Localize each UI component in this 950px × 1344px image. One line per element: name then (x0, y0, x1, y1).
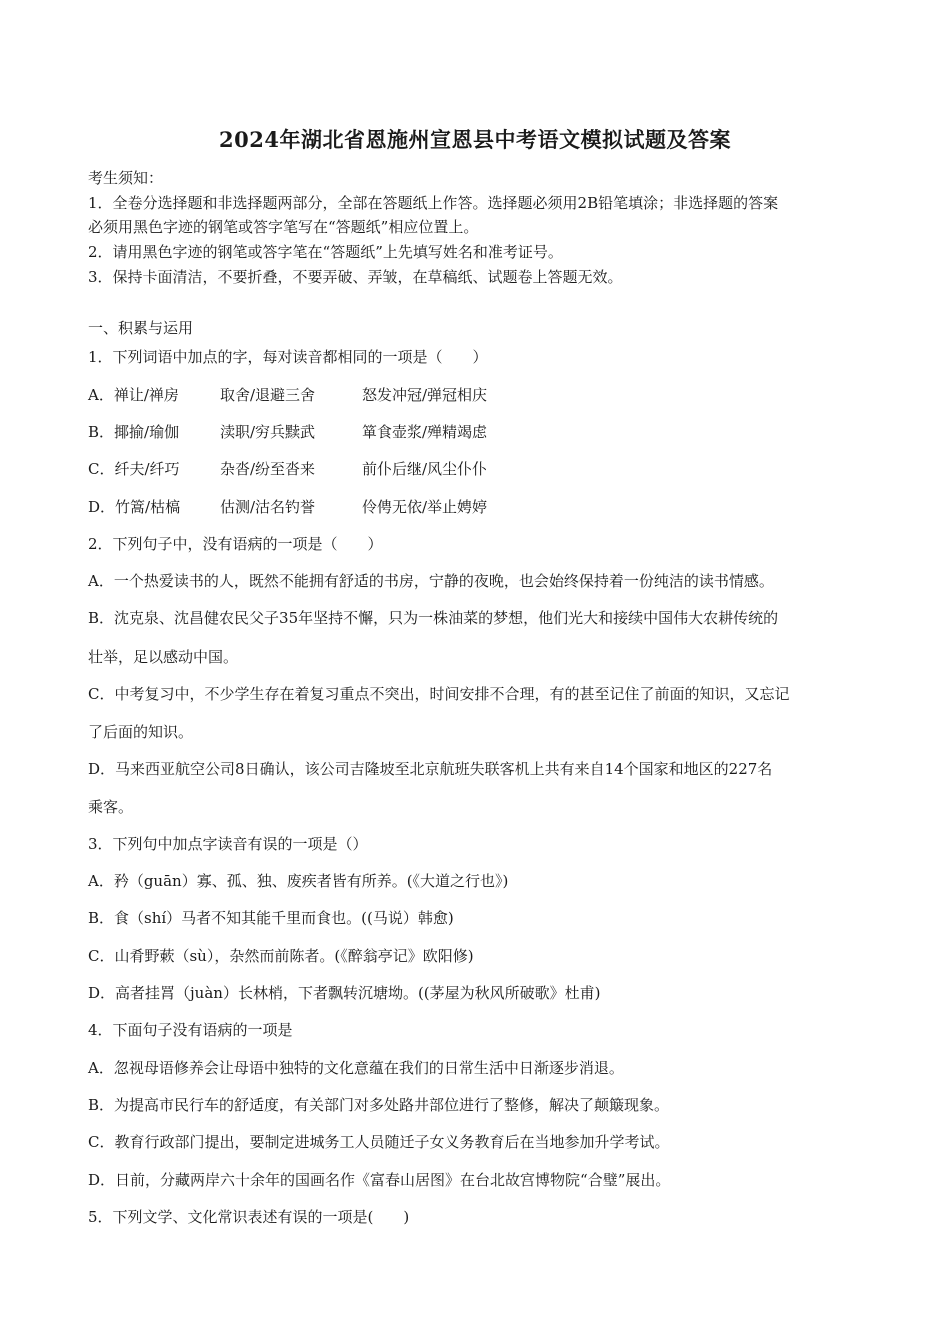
question-2-option-a: A．一个热爱读书的人，既然不能拥有舒适的书房，宁静的夜晚，也会始终保持着一份纯洁的读书情感。 (88, 572, 774, 590)
question-4-option-d: D．日前，分藏两岸六十余年的国画名作《富春山居图》在台北故宫博物院“合璧”展出。 (88, 1171, 671, 1189)
notice-item-2: 2．请用黑色字迹的钢笔或答字笔在“答题纸”上先填写姓名和准考证号。 (88, 243, 563, 261)
question-2-option-b: B．沈克泉、沈昌健农民父子35年坚持不懈，只为一株油菜的梦想，他们光大和接续中国伟大农耕传统的 (88, 609, 779, 627)
option-part: D．竹篙/枯槁 (88, 498, 181, 516)
question-3-option-d: D．高者挂罥（juàn）长林梢，下者飘转沉塘坳。((茅屋为秋风所破歌》杜甫) (88, 984, 601, 1002)
notice-item-1: 1．全卷分选择题和非选择题两部分，全部在答题纸上作答。选择题必须用2B铅笔填涂；非选择题的答案 (88, 194, 779, 212)
option-part: 估测/沽名钓誉 (220, 498, 316, 516)
option-part: 前仆后继/风尘仆仆 (362, 460, 488, 478)
question-1-stem: 1．下列词语中加点的字，每对读音都相同的一项是（ ） (88, 348, 488, 366)
option-part: 取舍/退避三舍 (220, 386, 316, 404)
question-2-option-d: D．马来西亚航空公司8日确认，该公司吉隆坡至北京航班失联客机上共有来自14个国家和地区的227名 (88, 760, 773, 778)
question-5-stem: 5．下列文学、文化常识表述有误的一项是( ) (88, 1208, 410, 1226)
option-part: 渎职/穷兵黩武 (220, 423, 316, 441)
option-part: 杂沓/纷至沓来 (220, 460, 316, 478)
question-3-option-c: C．山肴野蔌（sù），杂然而前陈者。(《醉翁亭记》欧阳修) (88, 947, 474, 965)
question-2-option-c: C．中考复习中，不少学生存在着复习重点不突出，时间安排不合理，有的甚至记住了前面的知识，又忘记 (88, 685, 790, 703)
question-4-option-a: A．忽视母语修养会让母语中独特的文化意蕴在我们的日常生活中日渐逐步消退。 (88, 1059, 624, 1077)
option-part: B．揶揄/瑜伽 (88, 423, 180, 441)
notice-item-3: 3．保持卡面清洁，不要折叠，不要弄破、弄皱，在草稿纸、试题卷上答题无效。 (88, 268, 623, 286)
question-1-option-b (88, 422, 487, 442)
question-3-option-a: A．矜（guān）寡、孤、独、废疾者皆有所养。(《大道之行也》) (88, 872, 509, 890)
option-part: 箪食壶浆/殚精竭虑 (362, 423, 488, 441)
question-1-option-d (88, 497, 487, 517)
option-part: 伶俜无依/举止娉婷 (362, 498, 488, 516)
question-1-option-a (88, 385, 487, 405)
page-title: 2024年湖北省恩施州宣恩县中考语文模拟试题及答案 (219, 127, 731, 152)
question-4-option-c: C．教育行政部门提出，要制定进城务工人员随迁子女义务教育后在当地参加升学考试。 (88, 1133, 670, 1151)
question-2-option-c-cont: 了后面的知识。 (88, 723, 194, 741)
question-3-option-b: B．食（shí）马者不知其能千里而食也。((马说）韩愈) (88, 909, 454, 927)
option-part: 怒发冲冠/弹冠相庆 (362, 386, 488, 404)
question-2-stem: 2．下列句子中，没有语病的一项是（ ） (88, 535, 383, 553)
question-4-stem: 4．下面句子没有语病的一项是 (88, 1021, 293, 1039)
option-part: C．纤夫/纤巧 (88, 460, 180, 478)
section-heading: 一、积累与运用 (88, 319, 194, 337)
question-2-option-d-cont: 乘客。 (88, 798, 134, 816)
question-4-option-b: B．为提高市民行车的舒适度，有关部门对多处路井部位进行了整修，解决了颠簸现象。 (88, 1096, 670, 1114)
notice-heading: 考生须知： (88, 169, 164, 187)
question-1-option-c (88, 459, 487, 479)
question-3-stem: 3．下列句中加点字读音有误的一项是（） (88, 835, 368, 853)
notice-item-1-cont: 必须用黑色字迹的钢笔或答字笔写在“答题纸”相应位置上。 (88, 218, 479, 236)
question-2-option-b-cont: 壮举，足以感动中国。 (88, 648, 239, 666)
option-part: A．禅让/禅房 (88, 386, 179, 404)
